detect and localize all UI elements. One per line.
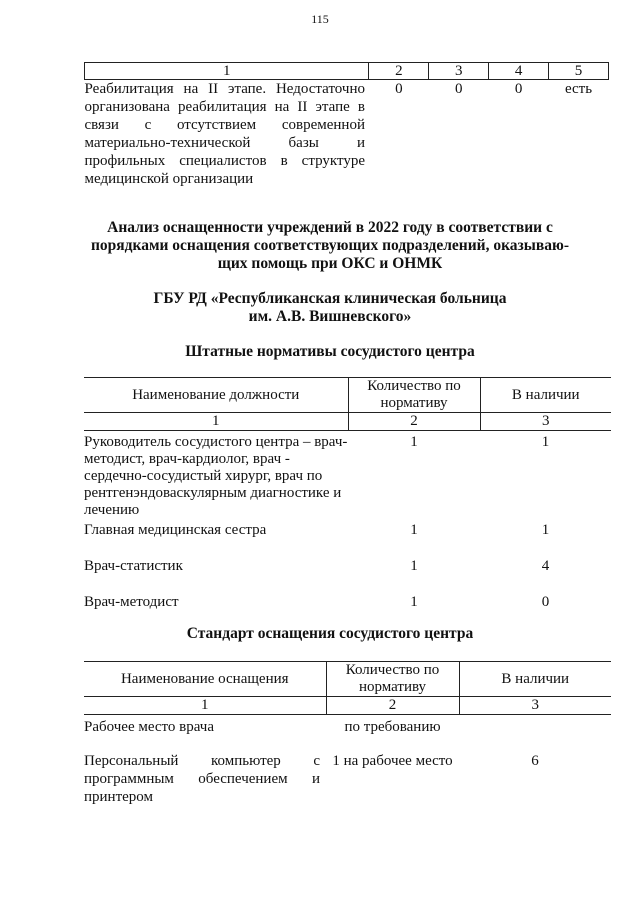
position-name: Главная медицинская сестра — [84, 522, 267, 538]
equipment-name: Рабочее место врача — [84, 719, 214, 735]
section-heading — [60, 219, 600, 273]
position-name: Врач-методист — [84, 594, 179, 610]
available-count: 0 — [541, 594, 550, 610]
column-number-4: 4 — [489, 63, 549, 80]
available-count: 1 — [541, 522, 550, 538]
row-value-4: 0 — [514, 81, 523, 97]
staff-table-header — [84, 378, 611, 413]
header-norm-count: Количество по нормативу — [326, 662, 459, 697]
header-position-name: Наименование должности — [84, 378, 348, 413]
norm-count: 1 — [410, 434, 418, 450]
table-row — [84, 594, 611, 611]
table-row — [84, 522, 611, 558]
column-number-3: 3 — [459, 697, 611, 715]
header-equipment-name: Наименование оснащения — [84, 662, 326, 697]
available-count: 1 — [541, 434, 550, 450]
table-row — [84, 558, 611, 594]
row-value-5: есть — [564, 81, 593, 97]
norm-count: 1 — [410, 558, 418, 574]
header-available: В наличии — [459, 662, 611, 697]
norm-count: 1 на рабочее место — [332, 753, 453, 769]
column-number-2: 2 — [326, 697, 459, 715]
norm-count: 1 — [410, 594, 418, 610]
column-number-2: 2 — [369, 63, 429, 80]
available-count — [459, 715, 611, 753]
institution-title-line: ГБУ РД «Республиканская клиническая больница — [153, 290, 507, 307]
column-number-2: 2 — [348, 413, 480, 431]
section-heading-line: Анализ оснащенности учреждений в 2022 году в соответствии с — [107, 219, 553, 236]
staff-table-title: Штатные нормативы сосудистого центра — [185, 343, 475, 360]
institution-title — [60, 290, 600, 326]
row-description: Реабилитация на II этапе. Недостаточно организована реабилитация на II этапе в связи с отсутствием современной материально-технической базы и профильных специалистов в структуре медицинской организации — [84, 81, 365, 187]
row-value-3: 0 — [455, 81, 463, 97]
institution-title-line: им. А.В. Вишневского» — [248, 308, 412, 325]
equipment-table-header — [84, 662, 611, 697]
header-available: В наличии — [480, 378, 611, 413]
table-row — [84, 752, 611, 806]
page-number: 115 — [311, 12, 329, 26]
section-heading-line: щих помощь при ОКС и ОНМК — [217, 255, 443, 272]
row-value-2: 0 — [395, 81, 403, 97]
continuation-table — [84, 62, 609, 188]
norm-count: 1 — [410, 522, 418, 538]
position-name: Руководитель сосудистого центра – врач-методист, врач-кардиолог, врач - сердечно-сосудистый хирург, врач по рентгенэндоваскулярным диагностике и лечению — [84, 434, 348, 518]
staff-norms-table — [84, 377, 611, 611]
column-number-5: 5 — [549, 63, 609, 80]
available-count: 4 — [541, 558, 550, 574]
column-number-1: 1 — [85, 63, 369, 80]
table-row — [85, 80, 609, 189]
table-row — [84, 431, 611, 523]
column-number-3: 3 — [429, 63, 489, 80]
norm-count: по требованию — [344, 719, 441, 735]
equipment-standard-table — [84, 661, 611, 806]
equipment-name: Персональный компьютер с программным обеспечением и принтером — [84, 753, 320, 805]
column-number-1: 1 — [84, 413, 348, 431]
header-norm-count: Количество по нормативу — [348, 378, 480, 413]
column-number-1: 1 — [84, 697, 326, 715]
available-count: 6 — [531, 753, 539, 769]
column-number-3: 3 — [480, 413, 611, 431]
equipment-table-title: Стандарт оснащения сосудистого центра — [186, 625, 474, 642]
continuation-table-header — [85, 63, 609, 80]
position-name: Врач-статистик — [84, 558, 183, 574]
table-row — [84, 715, 611, 753]
staff-table-column-numbers — [84, 413, 611, 431]
section-heading-line: порядками оснащения соответствующих подразделений, оказываю- — [90, 237, 570, 254]
equipment-table-column-numbers — [84, 697, 611, 715]
